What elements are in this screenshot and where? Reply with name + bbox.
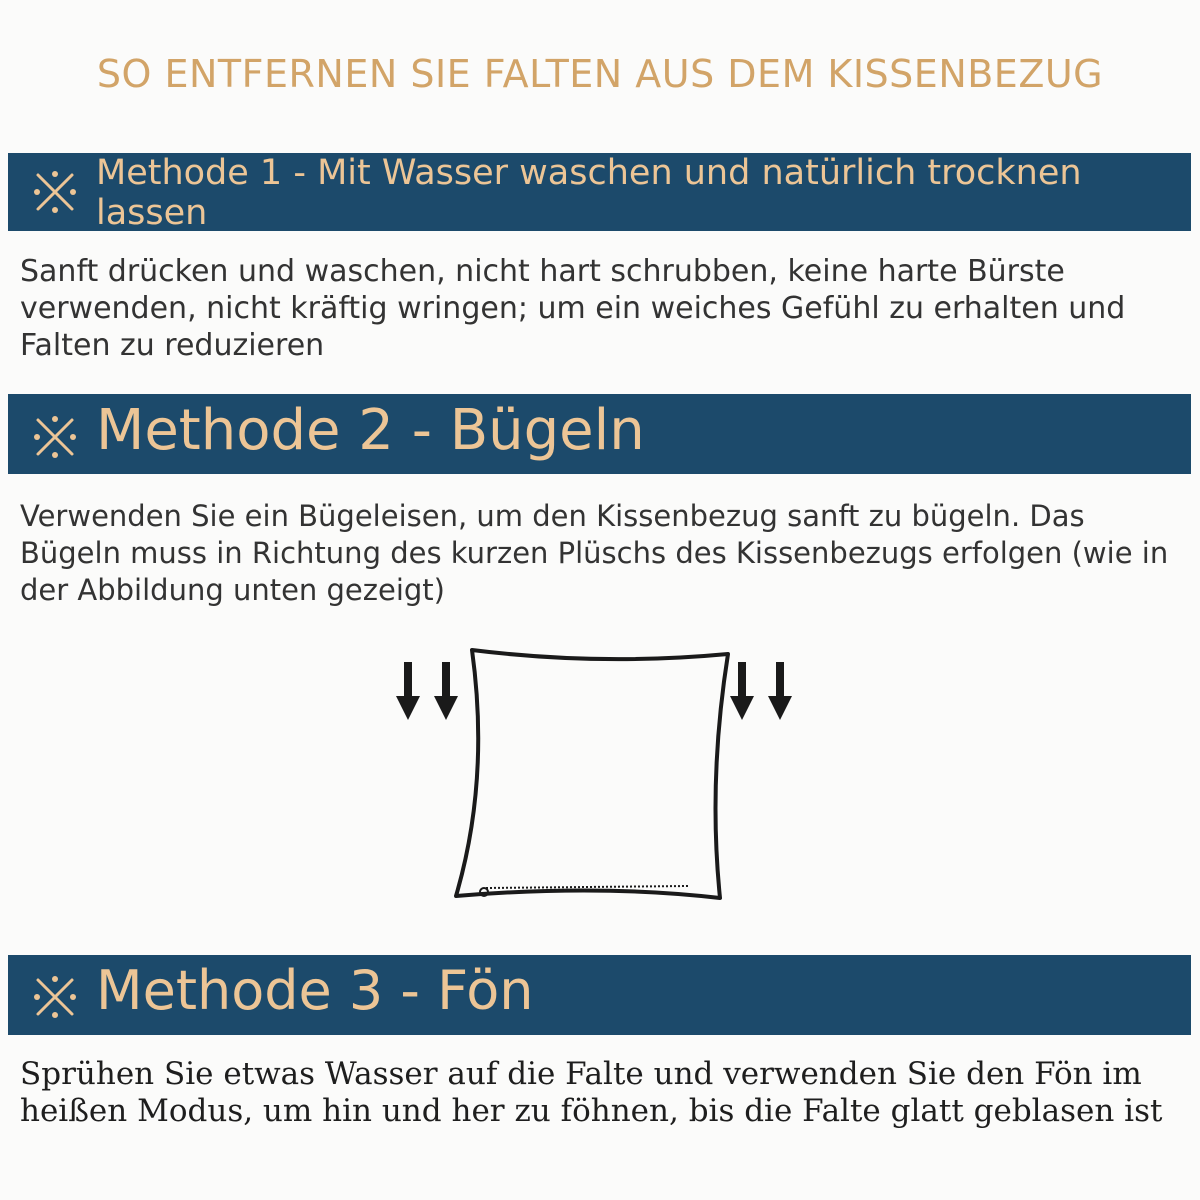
down-arrow-icon [396,662,420,720]
method-3-description: Sprühen Sie etwas Wasser auf die Falte und verwenden Sie den Fön im heißen Modus, um hin und her zu föhnen, bis die Falte glatt geblasen ist [20,1056,1163,1129]
method-2-heading: Methode 2 - Bügeln [96,398,645,463]
down-arrow-icon [434,662,458,720]
down-arrow-icon [768,662,792,720]
method-3-heading: Methode 3 - Fön [96,959,534,1022]
down-arrow-icon [730,662,754,720]
asterisk-burst-icon [32,974,78,1020]
ironing-direction-illustration [390,640,810,910]
page-title: SO ENTFERNEN SIE FALTEN AUS DEM KISSENBEZUG [96,52,1104,96]
method-1-header [8,153,1191,231]
asterisk-burst-icon [32,169,78,215]
method-1-description: Sanft drücken und waschen, nicht hart schrubben, keine harte Bürste verwenden, nicht kräftig wringen; um ein weiches Gefühl zu erhalten und Falten zu reduzieren [20,254,1126,363]
method-1-heading: Methode 1 - Mit Wasser waschen und natürlich trocknen lassen [96,153,1082,233]
method-2-header [8,394,1191,474]
pillow-outline-icon [456,650,728,898]
method-2-description: Verwenden Sie ein Bügeleisen, um den Kissenbezug sanft zu bügeln. Das Bügeln muss in Richtung des kurzen Plüschs des Kissenbezugs erfolgen (wie in der Abbildung unten gezeigt) [20,499,1169,607]
asterisk-burst-icon [32,414,78,460]
method-3-header [8,955,1191,1035]
